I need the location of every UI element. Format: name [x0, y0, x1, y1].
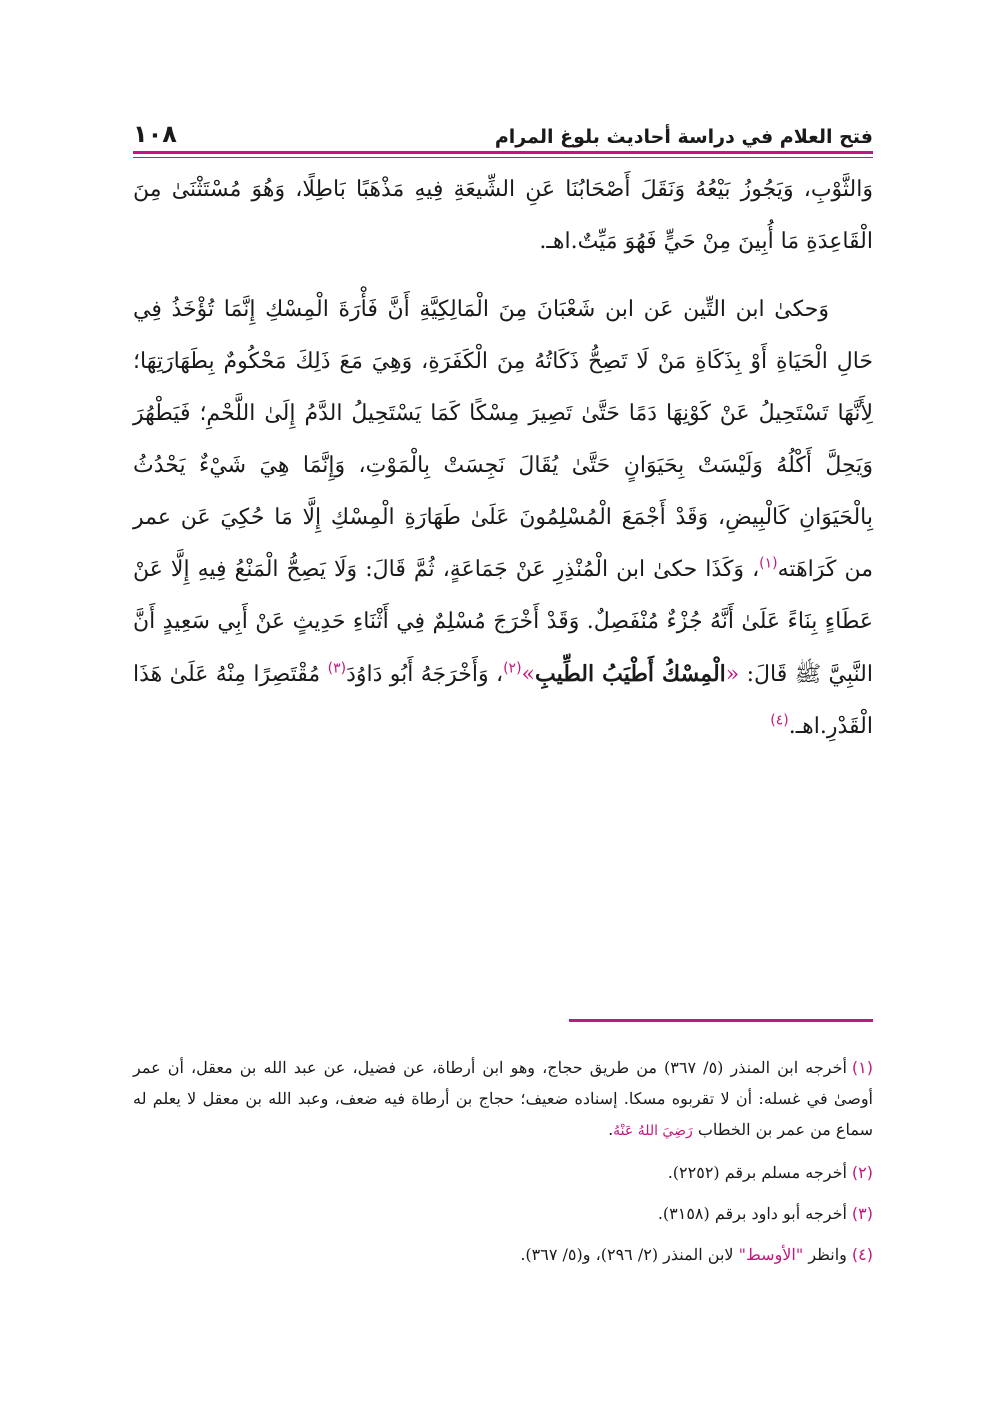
header-rule-thin: [133, 157, 873, 158]
paragraph-2-part-3: ، وَأَخْرَجَهُ أَبُو دَاوُدَ: [346, 662, 504, 687]
paragraph-1: وَالثَّوْبِ، وَيَجُوزُ بَيْعُهُ وَنَقَلَ أَصْحَابُنَا عَنِ الشِّيعَةِ فِيهِ مَذْهَبًا بَاطِلًا، وَهُوَ مُسْتَثْنَىٰ مِنَ الْقَاعِدَةِ مَا أُبِينَ مِنْ حَيٍّ فَهُوَ مَيِّتٌ.اهـ.: [133, 177, 873, 254]
page-header: [133, 112, 873, 148]
paragraph-2-part-1: وَحكىٰ ابن التِّين عَن ابن شَعْبَانَ مِنَ الْمَالِكِيَّةِ أَنَّ فَأْرَةَ الْمِسْكِ إِنَّمَا تُؤْخَذُ فِي حَالِ الْحَيَاةِ أَوْ بِذَكَاةِ مَنْ لَا تَصِحُّ ذَكَاتُهُ مِنَ الْكَفَرَةِ، وَهِيَ مَعَ ذَلِكَ مَحْكُومٌ بِطَهَارَتِهَا؛ لِأَنَّهَا تَسْتَحِيلُ عَنْ كَوْنِهَا دَمًا حَتَّىٰ تَصِيرَ مِسْكًا كَمَا يَسْتَحِيلُ الدَّمُ إِلَىٰ اللَّحْمِ؛ فَيَطْهُرَ وَيَحِلَّ أَكْلُهُ وَلَيْسَتْ بِحَيَوَانٍ حَتَّىٰ يُقَالَ نَجِسَتْ بِالْمَوْتِ، وَإِنَّمَا هِيَ شَيْءٌ يَحْدُثُ بِالْحَيَوَانِ كَالْبِيضِ، وَقَدْ أَجْمَعَ الْمُسْلِمُونَ عَلَىٰ طَهَارَةِ الْمِسْكِ إِلَّا مَا حُكِيَ عَن عمر من كَرَاهَته: [133, 297, 873, 582]
footnote-ref-1[interactable]: (١): [759, 555, 778, 572]
paragraph-2-part-4: مُقْتَصِرًا مِنْهُ عَلَىٰ هَذَا الْقَدْرِ.اهـ.: [133, 662, 873, 739]
footnote-text-after: لابن المنذر (٢/ ٢٩٦)، و(٥/ ٣٦٧).: [520, 1245, 739, 1264]
footnote-1: [133, 1052, 873, 1147]
footnote-ref-2[interactable]: (٢): [503, 660, 522, 677]
paragraph-2-part-2: ، وَكَذَا حكىٰ ابن الْمُنْذِرِ عَنْ جَمَاعَةٍ، ثُمَّ قَالَ: وَلَا يَصِحُّ الْمَنْعُ فِيهِ إِلَّا عَنْ عَطَاءٍ بِنَاءً عَلَىٰ أَنَّهُ جُزْءٌ مُنْفَصِلٌ. وَقَدْ أَخْرَجَ مُسْلِمٌ فِي أَثْنَاءِ حَدِيثٍ عَنْ أَبِي سَعِيدٍ أَنَّ النَّبِيَّ ﷺ قَالَ:: [133, 557, 873, 687]
running-title: فتح العلام في دراسة أحاديث بلوغ المرام: [494, 126, 873, 148]
honorific-glyph: رَضِيَ اللهُ عَنْهُ: [613, 1123, 693, 1139]
footnote-number: (٢): [851, 1163, 873, 1182]
hadith-close-quote: »: [521, 662, 536, 687]
footnotes: [133, 1052, 873, 1280]
paragraph-2: [133, 284, 873, 753]
footnote-2: [133, 1157, 873, 1188]
footnote-text: أخرجه أبو داود برقم (٣١٥٨).: [657, 1204, 847, 1223]
footnote-ref-3[interactable]: (٣): [327, 660, 347, 677]
footnote-separator: [569, 1019, 873, 1022]
page-number: ١٠٨: [133, 120, 177, 148]
book-title-quote: "الأوسط": [738, 1245, 804, 1264]
main-text: [133, 164, 873, 753]
footnote-number: (٣): [851, 1204, 873, 1223]
hadith-text: الْمِسْكُ أَطْيَبُ الطِّيبِ: [535, 661, 726, 687]
footnote-number: (١): [851, 1058, 873, 1077]
footnote-end: .: [608, 1120, 614, 1139]
footnote-text: أخرجه مسلم برقم (٢٢٥٢).: [667, 1163, 847, 1182]
footnote-text-before: وانظر: [803, 1245, 847, 1264]
footnote-4: [133, 1239, 873, 1270]
footnote-3: [133, 1198, 873, 1229]
footnote-text: أخرجه ابن المنذر (٥/ ٣٦٧) من طريق حجاج، وهو ابن أرطاة، عن فضيل، عن عبد الله بن معقل، أن عمر أوصىٰ في غسله: أن لا تقربوه مسكا. إسناده ضعيف؛ حجاج بن أرطاة فيه ضعف، وعبد الله بن معقل لا يعلم له سماع من عمر بن الخطاب: [133, 1058, 873, 1139]
footnote-ref-4[interactable]: (٤): [770, 712, 789, 729]
footnote-number: (٤): [851, 1245, 873, 1264]
hadith-open-quote: «: [725, 662, 740, 687]
header-rule-thick: [133, 151, 873, 154]
